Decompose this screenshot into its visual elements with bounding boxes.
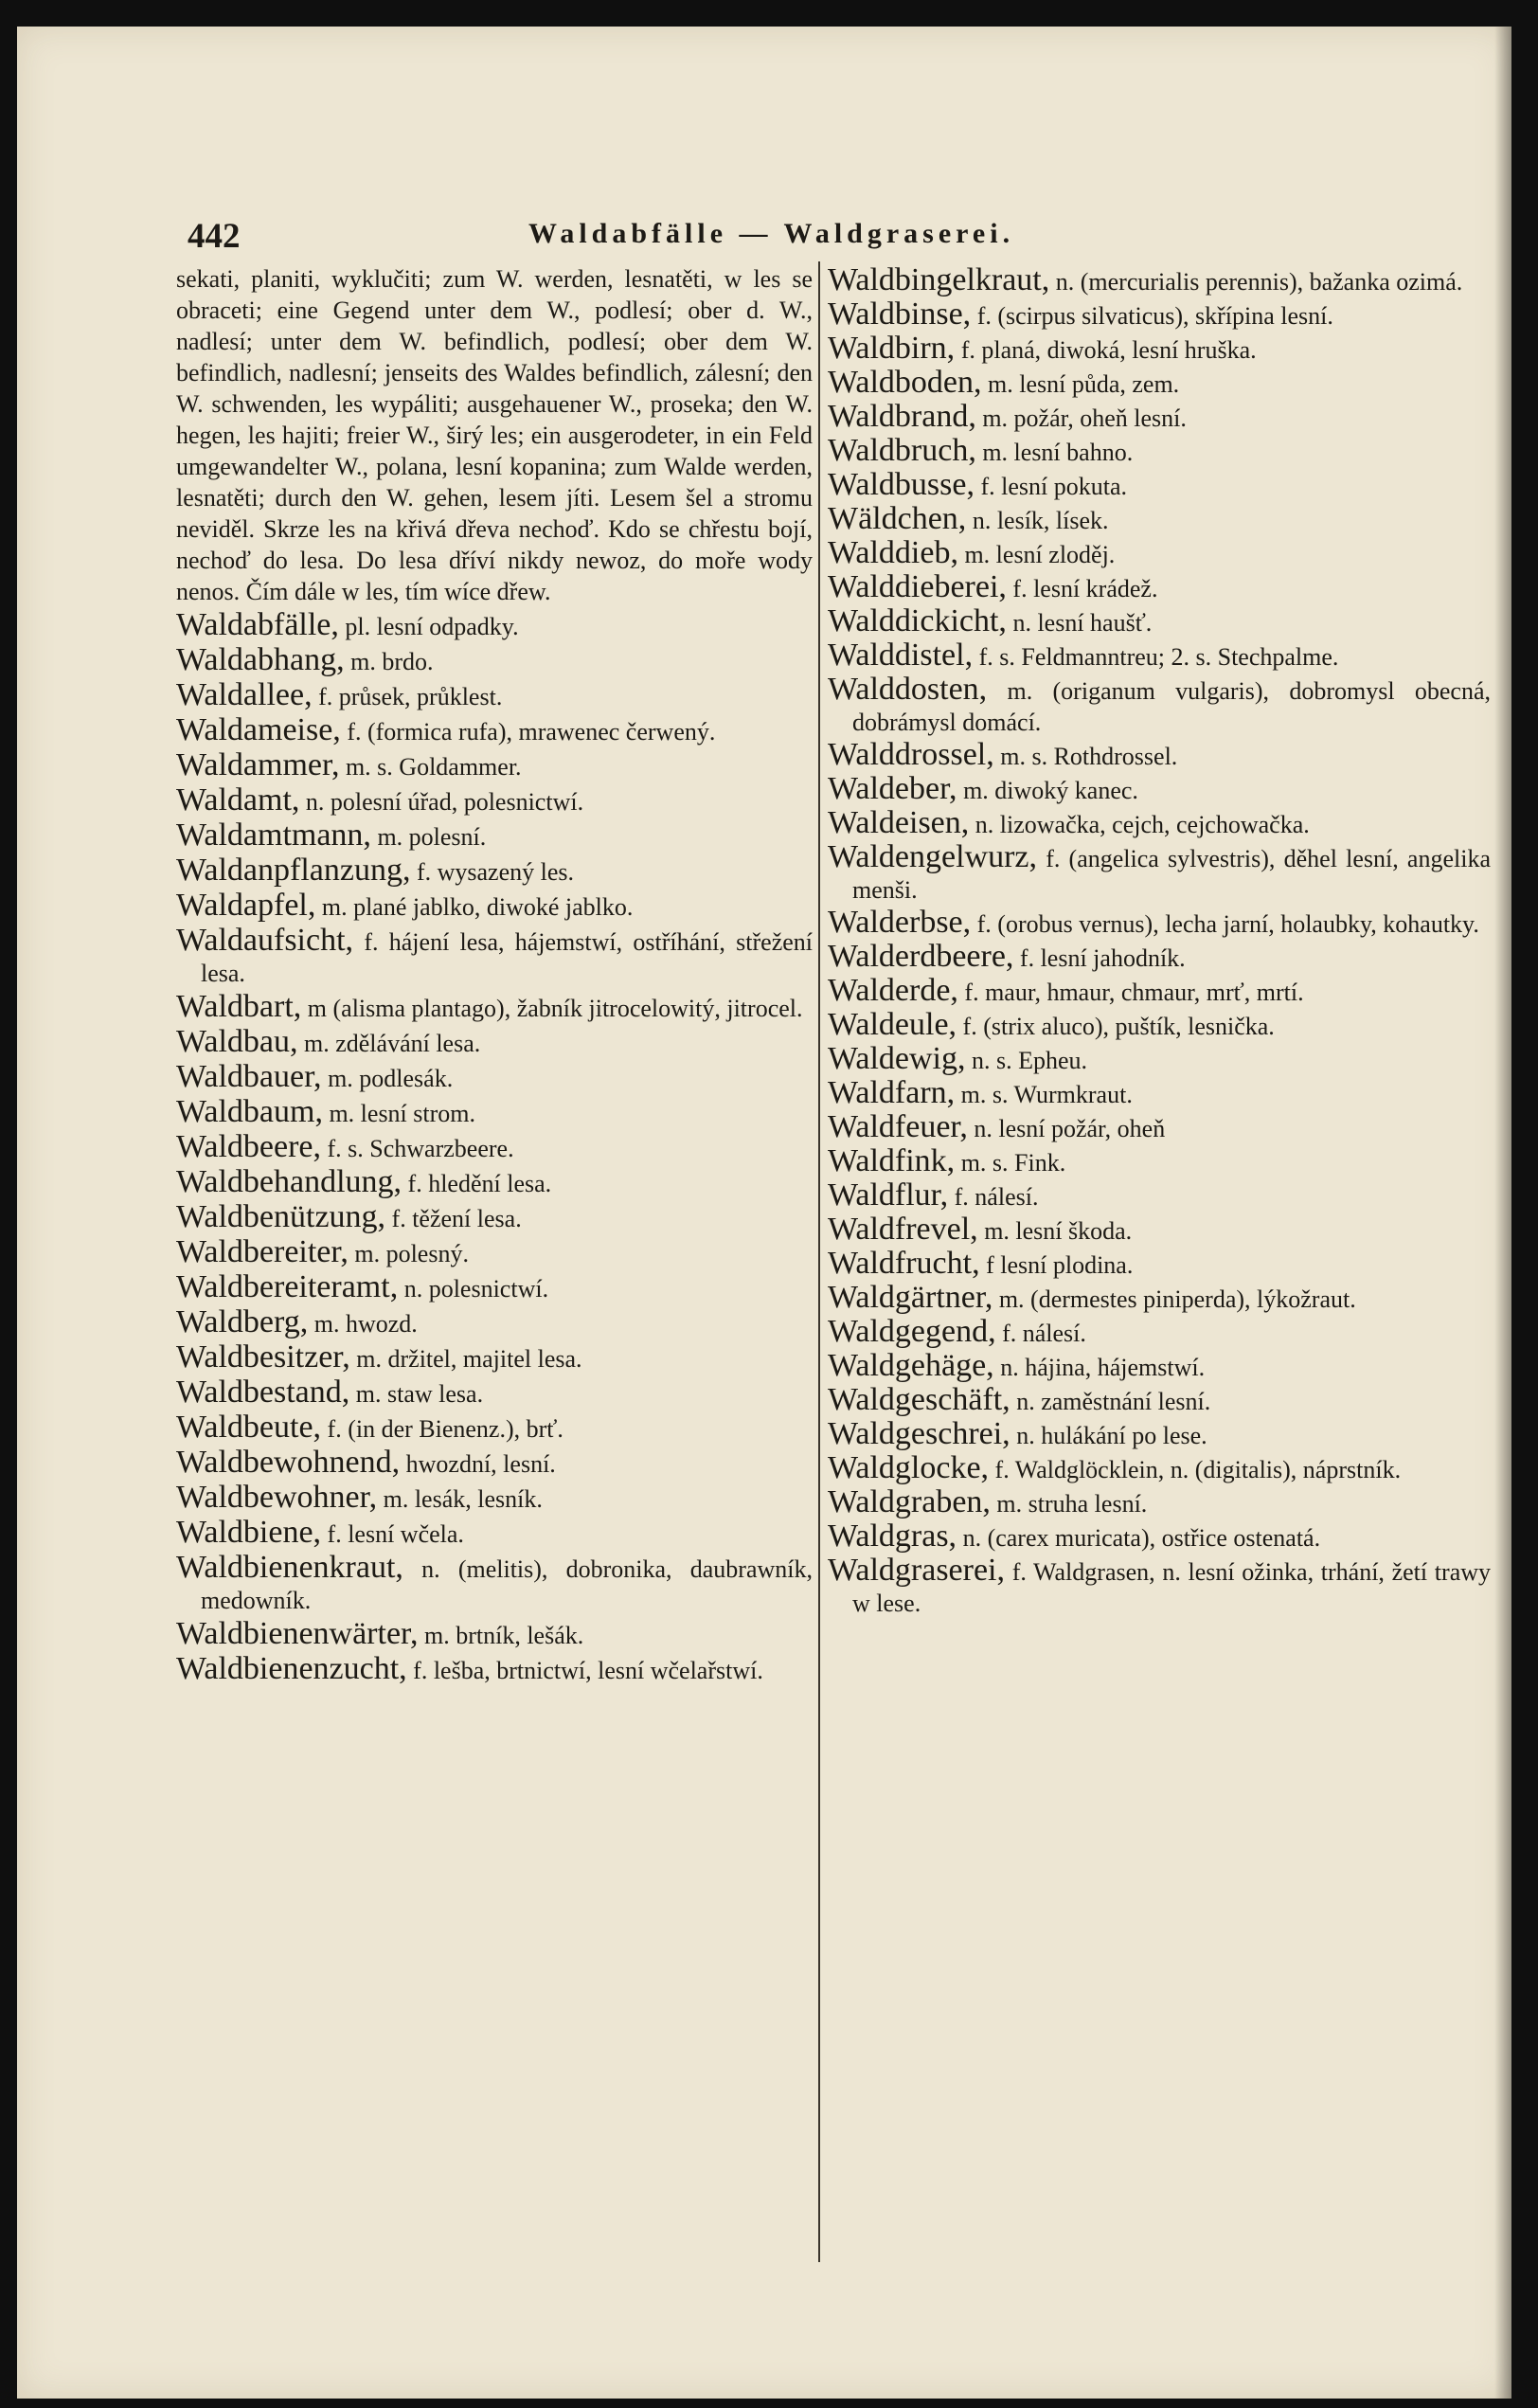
entry-headword: Waldbienenzucht, (176, 1651, 407, 1686)
entry-definition: n. lesní haušť. (1012, 609, 1153, 637)
entry-headword: Waldanpflanzung, (176, 853, 411, 888)
dictionary-entry (828, 807, 1491, 840)
entry-definition: n. lesík, lísek. (972, 507, 1109, 534)
entry-headword: Waldapfel, (176, 888, 316, 923)
entry-headword: Waldgärtner, (828, 1280, 993, 1315)
entry-definition: hwozdní, lesní. (405, 1450, 556, 1478)
entry-headword: Waldbehandlung, (176, 1164, 402, 1199)
entry-headword: Waldgeschrei, (828, 1416, 1010, 1451)
entry-definition: m. požár, oheň lesní. (982, 404, 1187, 432)
dictionary-entry (176, 1096, 813, 1129)
entry-headword: Waldbenützung, (176, 1199, 386, 1234)
entry-definition: f. lešba, brtnictwí, lesní wčelařstwí. (413, 1657, 763, 1684)
entry-headword: Walderdbeere, (828, 939, 1014, 974)
dictionary-entry (828, 503, 1491, 536)
dictionary-entry (176, 1411, 813, 1445)
dictionary-entry (828, 1384, 1491, 1417)
entry-definition: m. s. Wurmkraut. (960, 1081, 1133, 1108)
entry-definition: m. polesný. (354, 1240, 469, 1267)
entry-definition: f. (formica rufa), mrawenec čerwený. (347, 718, 716, 746)
dictionary-entry (176, 819, 813, 853)
entry-headword: Waldgraserei, (828, 1553, 1005, 1588)
entry-definition: m. struha lesní. (996, 1490, 1148, 1518)
right-column (828, 263, 1491, 1619)
entry-definition: m. polesní. (377, 823, 487, 851)
entry-headword: Walddistel, (828, 638, 974, 673)
entry-headword: Waldfeuer, (828, 1109, 968, 1144)
dictionary-entry (828, 674, 1491, 738)
entry-headword: Waldbauer, (176, 1059, 322, 1094)
dictionary-entry (828, 1179, 1491, 1213)
dictionary-entry (828, 1452, 1491, 1485)
dictionary-entry (828, 435, 1491, 468)
entry-headword: Waldflur, (828, 1177, 949, 1213)
entry-headword: Waldaufsicht, (176, 923, 354, 958)
entry-headword: Waldbingelkraut, (828, 262, 1050, 297)
entry-definition: n. polesnictwí. (403, 1275, 549, 1303)
entry-definition: n. hájina, hájemstwí. (1000, 1354, 1206, 1381)
entry-definition: n. zaměstnání lesní. (1016, 1388, 1211, 1415)
entry-headword: Walddrossel, (828, 737, 994, 772)
entry-headword: Waldeule, (828, 1007, 957, 1042)
entry-definition: f. s. Schwarzbeere. (327, 1135, 514, 1162)
entry-headword: Walderbse, (828, 905, 972, 940)
entry-headword: Waldfarn, (828, 1075, 956, 1110)
dictionary-entry (828, 975, 1491, 1008)
dictionary-entry (176, 1517, 813, 1550)
entry-headword: Waldamtmann, (176, 818, 371, 853)
entry-headword: Waldbruch, (828, 433, 976, 468)
entry-headword: Walddieb, (828, 535, 958, 570)
dictionary-entry (176, 890, 813, 923)
entry-definition: m. lesní půda, zem. (988, 370, 1180, 398)
entry-definition: f. hájení lesa, hájemstwí, ostříhání, střežení lesa. (201, 928, 814, 987)
dictionary-entry (176, 854, 813, 888)
dictionary-entry (176, 1201, 813, 1234)
entry-headword: Waldewig, (828, 1041, 966, 1076)
entry-headword: Waldboden, (828, 365, 982, 400)
dictionary-entry (176, 1552, 813, 1616)
dictionary-entry (176, 1482, 813, 1515)
entry-headword: Waldbirn, (828, 331, 956, 366)
dictionary-entry (176, 1341, 813, 1375)
entry-headword: Waldbeute, (176, 1410, 322, 1445)
entry-definition: n. lesní požár, oheň (974, 1115, 1166, 1142)
dictionary-entry (828, 1418, 1491, 1451)
entry-definition: f. lesní jahodník. (1019, 944, 1186, 972)
entry-definition: pl. lesní odpadky. (345, 613, 519, 640)
dictionary-entry (176, 1618, 813, 1651)
entry-headword: Waldgraben, (828, 1484, 991, 1519)
dictionary-entry (828, 941, 1491, 974)
entry-headword: Waldbusse, (828, 467, 975, 502)
entry-definition: f. lesní krádež. (1012, 575, 1158, 602)
entry-definition: f. (orobus vernus), lecha jarní, holaubky, kohautky. (976, 910, 1479, 938)
entry-definition: m. brtník, lešák. (424, 1622, 584, 1649)
dictionary-entry (176, 644, 813, 677)
entry-definition: n. (carex muricata), ostřice ostenatá. (962, 1524, 1321, 1552)
entry-definition: n. (melitis), dobronika, daubrawník, medowník. (201, 1555, 813, 1614)
entry-definition: m. s. Goldammer. (345, 753, 522, 781)
dictionary-entry (828, 773, 1491, 806)
entry-definition: f lesní plodina. (986, 1251, 1134, 1279)
dictionary-entry (828, 1248, 1491, 1281)
dictionary-entry (176, 925, 813, 989)
entry-definition: n. s. Epheu. (972, 1047, 1088, 1074)
entry-headword: Waldgeschäft, (828, 1382, 1010, 1417)
entry-definition: f. (scirpus silvaticus), skřípina lesní. (976, 302, 1333, 330)
dictionary-entry (176, 714, 813, 747)
dictionary-entry (828, 1554, 1491, 1619)
entry-definition: m. s. Rothdrossel. (1000, 743, 1178, 770)
entry-definition: m. hwozd. (313, 1310, 418, 1338)
entry-definition: m. (origanum vulgaris), dobromysl obecná, dobrámysl domácí. (852, 677, 1492, 736)
entry-headword: Waldgehäge, (828, 1348, 994, 1383)
entry-headword: Waldbart, (176, 989, 302, 1024)
entry-headword: Waldfrucht, (828, 1246, 980, 1281)
dictionary-entry (176, 1653, 813, 1686)
entry-headword: Waldbau, (176, 1024, 298, 1059)
entry-definition: f. nálesí. (1002, 1320, 1086, 1347)
continuation-paragraph: sekati, planiti, wyklučiti; zum W. werden, lesnatěti, w les se obraceti; eine Gegend unter dem W., podlesí; ober d. W., nadlesí; unter dem W. befindlich, podlesí; ober dem W. befindlich, nadlesní; jenseits des Waldes befindlich, zálesní; den W. schwenden, les wypáliti; ausgehauener W., proseka; den W. hegen, les hajiti; freier W., širý les; ein ausgerodeter, in ein Feld umgewandelter W., polana, lesní kopanina; zum Walde werden, lesnatěti; durch den W. gehen, lesem jíti. Lesem šel a stromu neviděl. Skrze les na křivá dřeva nechoď. Kdo se chřestu bojí, nechoď do lesa. Do lesa dříví nikdy newoz, do moře wody nenos. Čím dále w les, tím wíce dřew. (176, 265, 813, 605)
entry-headword: Waldabfälle, (176, 607, 339, 642)
dictionary-entry (176, 609, 813, 642)
entry-definition: n. hulákání po lese. (1016, 1422, 1207, 1449)
dictionary-entry (828, 1145, 1491, 1178)
entry-definition: m. lesní bahno. (982, 439, 1134, 466)
entry-definition: m. staw lesa. (355, 1380, 484, 1408)
entry-headword: Waldfrevel, (828, 1212, 978, 1247)
entry-headword: Waldberg, (176, 1304, 309, 1339)
dictionary-entry (176, 679, 813, 712)
entry-headword: Waldallee, (176, 677, 313, 712)
dictionary-entry (176, 1376, 813, 1410)
entry-headword: Waldbeere, (176, 1129, 321, 1164)
dictionary-entry (828, 537, 1491, 570)
page-header (169, 207, 1504, 263)
dictionary-entry (828, 1213, 1491, 1247)
dictionary-entry (828, 571, 1491, 604)
entry-definition: m. lesní zloděj. (964, 541, 1116, 568)
entry-headword: Waldbewohner, (176, 1480, 378, 1515)
dictionary-entry (828, 1350, 1491, 1383)
left-column (176, 263, 813, 1686)
entry-definition: m. s. Fink. (960, 1149, 1066, 1177)
entry-headword: Waldeber, (828, 771, 957, 806)
entry-definition: f. Waldglöcklein, n. (digitalis), náprstník. (994, 1456, 1402, 1483)
entry-headword: Waldbinse, (828, 297, 972, 332)
entry-definition: n. polesní úřad, polesnictwí. (305, 788, 584, 816)
dictionary-entry (176, 1131, 813, 1164)
entry-definition: m. podlesák. (328, 1065, 454, 1092)
entry-definition: m. lesní škoda. (984, 1217, 1133, 1245)
dictionary-entry (828, 1316, 1491, 1349)
entry-headword: Waldameise, (176, 712, 341, 747)
dictionary-entry (828, 1009, 1491, 1042)
dictionary-entry (828, 401, 1491, 434)
entry-definition: m (alisma plantago), žabník jitrocelowitý, jitrocel. (307, 995, 803, 1022)
entry-definition: m. lesní strom. (329, 1100, 476, 1127)
entry-definition: m. zdělávání lesa. (304, 1030, 481, 1057)
entry-headword: Walddieberei, (828, 569, 1007, 604)
entry-headword: Waldbestand, (176, 1375, 350, 1410)
entry-definition: m. plané jablko, diwoké jablko. (321, 893, 634, 921)
dictionary-entry (176, 1026, 813, 1059)
entry-definition: f. wysazený les. (416, 858, 575, 886)
entry-definition: m. brdo. (350, 648, 434, 675)
dictionary-entry (828, 1077, 1491, 1110)
entry-headword: Walddickicht, (828, 603, 1007, 638)
entry-definition: n. (mercurialis perennis), bažanka ozimá. (1055, 268, 1463, 296)
entry-headword: Walderde, (828, 973, 958, 1008)
entry-headword: Waldbaum, (176, 1094, 323, 1129)
dictionary-entry (176, 749, 813, 782)
dictionary-entry (176, 1447, 813, 1480)
page-number: 442 (188, 217, 241, 256)
dictionary-entry (828, 639, 1491, 673)
entry-headword: Waldglocke, (828, 1450, 990, 1485)
dictionary-entry (828, 264, 1491, 297)
dictionary-entry (828, 1486, 1491, 1519)
entry-definition: f. (in der Bienenz.), brť. (327, 1415, 563, 1443)
dictionary-entry (176, 1061, 813, 1094)
dictionary-entry (176, 1236, 813, 1269)
entry-definition: f. průsek, průklest. (318, 683, 503, 710)
dictionary-entry (828, 1043, 1491, 1076)
dictionary-entry (176, 991, 813, 1024)
entry-definition: f. (angelica sylvestris), děhel lesní, angelika menši. (852, 845, 1491, 904)
spine-shadow (1494, 27, 1511, 2399)
entry-definition: m. držitel, majitel lesa. (356, 1345, 582, 1373)
entry-headword: Waldabhang, (176, 642, 345, 677)
entry-definition: m. (dermestes piniperda), lýkožraut. (998, 1285, 1356, 1313)
column-divider (818, 261, 820, 2262)
entry-definition: f. planá, diwoká, lesní hruška. (960, 336, 1257, 364)
entry-headword: Waldbienenkraut, (176, 1550, 403, 1585)
entry-definition: f. s. Feldmanntreu; 2. s. Stechpalme. (978, 643, 1339, 671)
entry-headword: Waldbesitzer, (176, 1339, 350, 1375)
dictionary-entry (828, 841, 1491, 906)
running-head: Waldabfälle — Waldgraserei. (528, 218, 1015, 249)
entry-headword: Waldengelwurz, (828, 839, 1037, 874)
dictionary-entry (828, 367, 1491, 400)
dictionary-entry (176, 1271, 813, 1304)
entry-headword: Waldbereiteramt, (176, 1269, 399, 1304)
dictionary-entry (176, 784, 813, 818)
entry-headword: Waldgegend, (828, 1314, 996, 1349)
entry-definition: m. diwoký kanec. (963, 777, 1138, 804)
dictionary-entry (828, 739, 1491, 772)
dictionary-page (17, 27, 1511, 2399)
entry-definition: f. těžení lesa. (391, 1205, 522, 1232)
entry-definition: f. maur, hmaur, chmaur, mrť, mrtí. (964, 979, 1304, 1006)
entry-headword: Walddosten, (828, 672, 988, 707)
entry-definition: f. lesní wčela. (327, 1520, 464, 1548)
dictionary-entry (176, 1306, 813, 1339)
entry-headword: Wäldchen, (828, 501, 967, 536)
dictionary-entry (176, 1166, 813, 1199)
dictionary-entry (828, 332, 1491, 366)
entry-headword: Waldbienenwärter, (176, 1616, 419, 1651)
entry-definition: f. (strix aluco), puštík, lesnička. (962, 1013, 1275, 1040)
entry-headword: Waldbewohnend, (176, 1445, 401, 1480)
dictionary-entry (828, 298, 1491, 332)
entry-headword: Waldbereiter, (176, 1234, 349, 1269)
entry-headword: Waldfink, (828, 1143, 956, 1178)
dictionary-entry (828, 1282, 1491, 1315)
entry-headword: Waldeisen, (828, 805, 970, 840)
dictionary-entry (828, 605, 1491, 638)
entry-definition: f. lesní pokuta. (980, 473, 1127, 500)
entry-headword: Waldbiene, (176, 1515, 322, 1550)
entry-headword: Waldbrand, (828, 399, 976, 434)
dictionary-entry (828, 1111, 1491, 1144)
entry-definition: m. lesák, lesník. (383, 1485, 543, 1513)
entry-definition: n. lizowačka, cejch, cejchowačka. (975, 811, 1310, 838)
dictionary-entry (828, 1520, 1491, 1554)
entry-definition: f. nálesí. (954, 1183, 1039, 1211)
dictionary-entry (828, 907, 1491, 940)
entry-headword: Waldgras, (828, 1518, 957, 1554)
entry-definition: f. Waldgrasen, n. lesní ožinka, trhání, žetí trawy w lese. (852, 1558, 1492, 1617)
dictionary-entry (828, 469, 1491, 502)
entry-definition: f. hledění lesa. (407, 1170, 552, 1197)
entry-headword: Waldammer, (176, 747, 340, 782)
entry-headword: Waldamt, (176, 782, 300, 818)
